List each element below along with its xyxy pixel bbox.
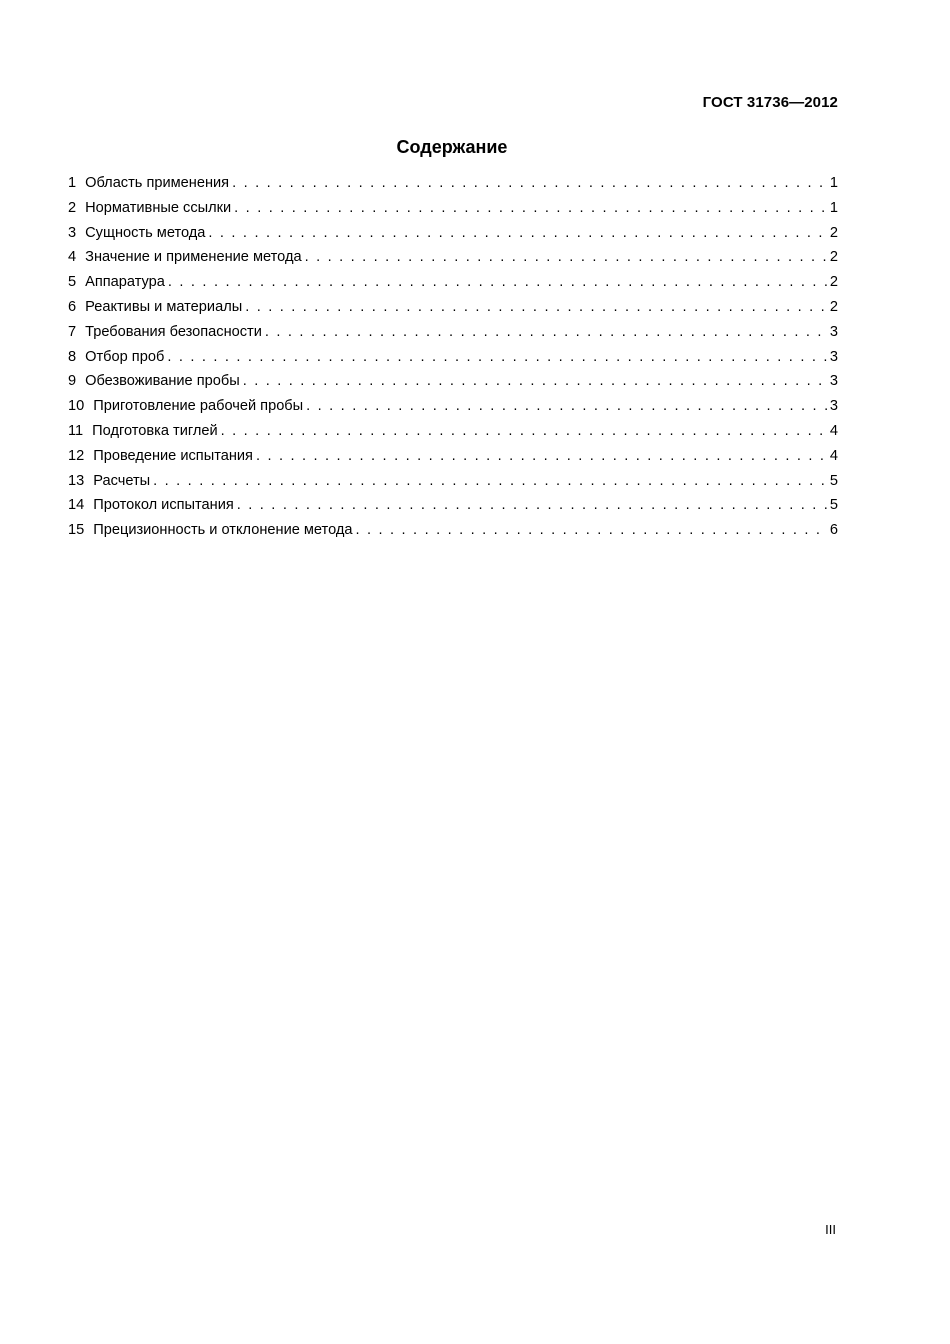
- toc-entry-label: Приготовление рабочей пробы: [93, 398, 304, 415]
- toc-leader-dots: [218, 423, 828, 439]
- toc-entry-number: 10: [68, 398, 85, 415]
- toc-entry-page: 4: [829, 447, 838, 464]
- toc-entry-label: Сущность метода: [85, 224, 206, 241]
- toc-leader-dots: [240, 373, 828, 389]
- toc-leader-dots: [150, 473, 828, 489]
- toc-leader-dots: [253, 448, 828, 464]
- toc-entry-page: 3: [829, 348, 838, 365]
- toc-entry-page: 3: [829, 323, 838, 340]
- toc-entry-label: Расчеты: [93, 472, 151, 489]
- toc-leader-dots: [164, 349, 828, 365]
- toc-leader-dots: [165, 274, 828, 290]
- toc-entry[interactable]: [68, 373, 838, 398]
- toc-entry-label: Аппаратура: [85, 274, 165, 291]
- toc-leader-dots: [229, 175, 828, 191]
- toc-entry[interactable]: [68, 349, 838, 374]
- page-number: III: [825, 1222, 836, 1237]
- toc-entry-number: 12: [68, 447, 85, 464]
- toc-entry-number: 1: [68, 175, 77, 191]
- toc-entry-label: Проведение испытания: [93, 447, 253, 464]
- toc-entry[interactable]: [68, 497, 838, 522]
- toc-entry-label: Значение и применение метода: [85, 249, 302, 266]
- toc-entry-number: 7: [68, 323, 77, 340]
- toc-entry-page: 3: [829, 373, 838, 390]
- toc-entry-number: 4: [68, 249, 77, 266]
- toc-entry-number: 3: [68, 224, 77, 241]
- toc-entry-label: Область применения: [85, 175, 230, 191]
- toc-entry[interactable]: [68, 324, 838, 349]
- toc-entry[interactable]: [68, 398, 838, 423]
- toc-entry-page: 5: [829, 497, 838, 514]
- toc-entry-number: 14: [68, 497, 85, 514]
- toc-entry-page: 2: [829, 274, 838, 291]
- toc-entry[interactable]: [68, 299, 838, 324]
- toc-leader-dots: [231, 200, 828, 216]
- toc-entry[interactable]: [68, 249, 838, 274]
- toc-entry-label: Обезвоживание пробы: [85, 373, 240, 390]
- toc-leader-dots: [302, 249, 828, 265]
- toc-entry-number: 15: [68, 522, 85, 539]
- toc-entry-page: 2: [829, 224, 838, 241]
- toc-entry[interactable]: [68, 200, 838, 225]
- toc-entry[interactable]: [68, 473, 838, 498]
- toc-entry-number: 2: [68, 199, 77, 216]
- toc-entry-number: 5: [68, 274, 77, 291]
- toc-leader-dots: [303, 398, 828, 414]
- toc-leader-dots: [262, 324, 828, 340]
- toc-entry-number: 6: [68, 298, 77, 315]
- toc-list: [68, 175, 838, 547]
- toc-entry-number: 13: [68, 472, 85, 489]
- toc-title: Содержание: [396, 137, 508, 157]
- toc-entry[interactable]: [68, 423, 838, 448]
- toc-entry-number: 11: [68, 422, 84, 439]
- toc-entry-page: 3: [829, 398, 838, 415]
- toc-leader-dots: [242, 299, 828, 315]
- toc-entry-page: 2: [829, 298, 838, 315]
- toc-entry[interactable]: [68, 448, 838, 473]
- toc-entry-label: Реактивы и материалы: [85, 298, 243, 315]
- toc-entry-page: 4: [829, 422, 838, 439]
- document-code: ГОСТ 31736—2012: [702, 94, 838, 111]
- toc-entry-label: Нормативные ссылки: [85, 199, 232, 216]
- toc-entry[interactable]: [68, 522, 838, 547]
- toc-entry-page: 2: [829, 249, 838, 266]
- toc-entry[interactable]: [68, 274, 838, 299]
- toc-entry-number: 9: [68, 373, 77, 390]
- toc-entry-number: 8: [68, 348, 77, 365]
- toc-entry-label: Подготовка тиглей: [92, 422, 218, 439]
- toc-entry[interactable]: [68, 225, 838, 250]
- toc-entry-label: Отбор проб: [85, 348, 165, 365]
- toc-leader-dots: [205, 225, 827, 241]
- toc-entry-page: 1: [829, 199, 838, 216]
- toc-entry-label: Требования безопасности: [85, 323, 262, 340]
- toc-entry-page: 1: [829, 175, 838, 191]
- toc-leader-dots: [234, 497, 828, 513]
- toc-entry[interactable]: [68, 175, 838, 200]
- toc-leader-dots: [353, 522, 828, 538]
- toc-entry-page: 6: [829, 522, 838, 539]
- toc-entry-page: 5: [829, 472, 838, 489]
- toc-entry-label: Прецизионность и отклонение метода: [93, 522, 353, 539]
- toc-entry-label: Протокол испытания: [93, 497, 234, 514]
